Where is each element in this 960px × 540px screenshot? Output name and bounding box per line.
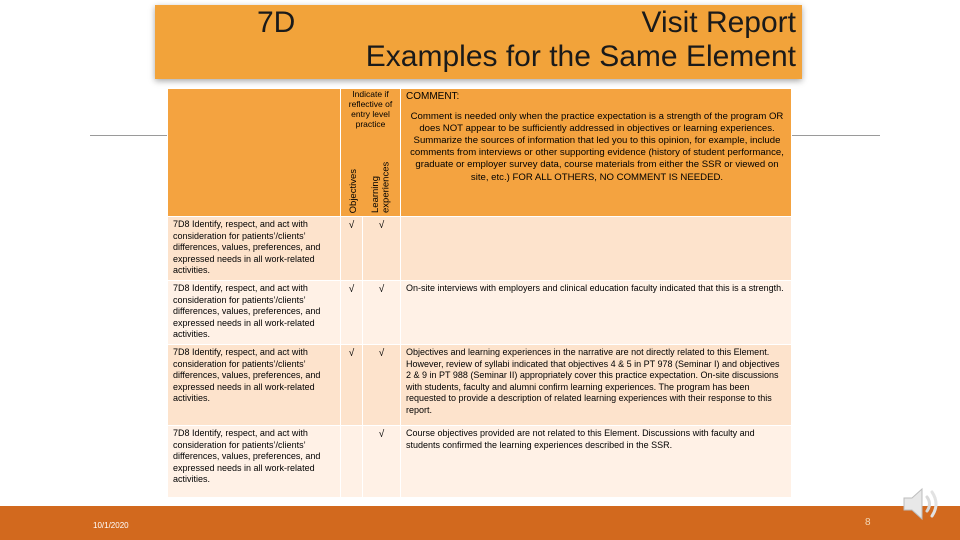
- visit-report-table: [167, 88, 791, 503]
- title-line-1: Visit Report: [641, 6, 796, 39]
- comment-instructions: Comment is needed only when the practice expectation is a strength of the program OR does NOT appear to be sufficiently addressed in objectives or learning experiences. Summarize the sources of information that led you to this opinion, for example, include comments from interviews or other supporting evidence (history of student performance, graduate or employer survey data, course materials from either the SSR or viewed on site, etc.) FOR ALL OTHERS, NO COMMENT IS NEEDED.: [410, 110, 784, 183]
- divider-left: [90, 135, 168, 136]
- element-text: 7D8 Identify, respect, and act with consideration for patients’/clients’ differences, values, preferences, and expressed needs in all work-related activities.: [168, 281, 341, 345]
- header-blank-cell: [168, 89, 341, 217]
- comment-text: On-site interviews with employers and clinical education faculty indicated that this is a strength.: [401, 281, 792, 345]
- comment-text: Course objectives provided are not related to this Element. Discussions with faculty and students confirmed the learning experiences described in the SSR.: [401, 426, 792, 498]
- table-row: [168, 281, 792, 345]
- indicate-label: Indicate if reflective of entry level practice: [348, 89, 393, 129]
- col-objectives-label: Objectives: [348, 168, 360, 213]
- objectives-check: √: [341, 281, 363, 345]
- header-comment-cell: [401, 89, 792, 217]
- comment-title: COMMENT:: [406, 91, 460, 102]
- footer-date: 10/1/2020: [93, 521, 129, 530]
- objectives-check: √: [341, 345, 363, 426]
- page-number: 8: [865, 517, 871, 528]
- learning-check: √: [363, 426, 401, 498]
- page-title: [366, 6, 796, 74]
- table-row: [168, 426, 792, 498]
- learning-check: √: [363, 345, 401, 426]
- table-row: [168, 345, 792, 426]
- learning-check: √: [363, 217, 401, 281]
- divider-right: [790, 135, 880, 136]
- col-learning-label: Learning experiences: [369, 161, 392, 213]
- objectives-check: √: [341, 217, 363, 281]
- comment-text: [401, 217, 792, 281]
- table-row: [168, 217, 792, 281]
- title-banner: [155, 5, 802, 79]
- objectives-check: [341, 426, 363, 498]
- element-text: 7D8 Identify, respect, and act with consideration for patients’/clients’ differences, values, preferences, and expressed needs in all work-related activities.: [168, 217, 341, 281]
- learning-check: √: [363, 281, 401, 345]
- speaker-icon[interactable]: [898, 480, 946, 533]
- element-text: 7D8 Identify, respect, and act with consideration for patients’/clients’ differences, values, preferences, and expressed needs in all work-related activities.: [168, 345, 341, 426]
- header-indicate-cell: [341, 89, 401, 217]
- comment-text: Objectives and learning experiences in the narrative are not directly related to this Element. However, review of syllabi indicated that objectives 4 & 5 in PT 978 (Seminar I) and objectives 2 & 9 in PT 988 (Seminar II) appropriately cover this practice expectation. On-site discussions with students, faculty and alumni confirm learning experiences. The program has been requested to provide a description of related learning experiences with their response to this report.: [401, 345, 792, 426]
- footer-bar: [0, 506, 960, 540]
- element-code: 7D: [257, 6, 296, 39]
- element-text: 7D8 Identify, respect, and act with consideration for patients’/clients’ differences, values, preferences, and expressed needs in all work-related activities.: [168, 426, 341, 498]
- title-line-2: Examples for the Same Element: [365, 40, 796, 73]
